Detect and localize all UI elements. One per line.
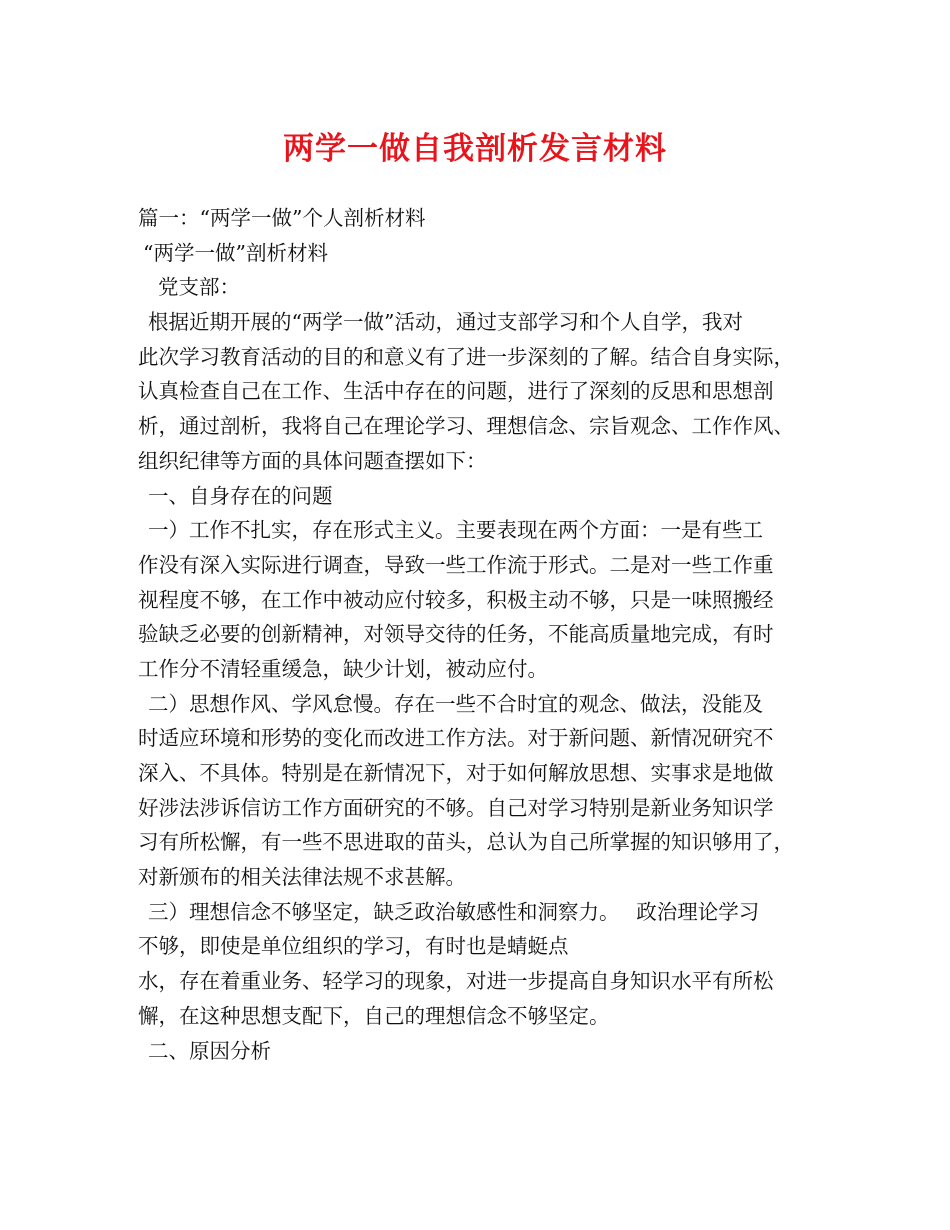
- text-line: 作没有深入实际进行调查，导致一些工作流于形式。二是对一些工作重: [138, 552, 774, 577]
- text-line: 一）工作不扎实，存在形式主义。主要表现在两个方面：一是有些工: [148, 518, 763, 543]
- text-line: 组织纪律等方面的具体问题查摆如下：: [138, 448, 487, 473]
- text-line: 认真检查自己在工作、生活中存在的问题，进行了深刻的反思和思想剖: [138, 379, 774, 404]
- text-line: “两学一做”剖析材料: [143, 240, 328, 265]
- section-heading: 一、自身存在的问题: [148, 483, 333, 508]
- text-line: 深入、不具体。特别是在新情况下，对于如何解放思想、实事求是地做: [138, 761, 774, 785]
- document-body: [138, 201, 838, 1068]
- text-line: 党支部：: [158, 275, 240, 300]
- text-line: 验缺乏必要的创新精神，对领导交待的任务，不能高质量地完成，有时: [138, 622, 774, 647]
- text-line: 时适应环境和形势的变化而改进工作方法。对于新问题、新情况研究不: [138, 726, 774, 751]
- text-line: 篇一：“两学一做”个人剖析材料: [138, 206, 426, 230]
- text-line: 习有所松懈，有一些不思进取的苗头，总认为自己所掌握的知识够用了，: [138, 830, 794, 855]
- text-line: 工作分不清轻重缓急，缺少计划，被动应付。: [138, 656, 548, 681]
- text-line: 懈，在这种思想支配下，自己的理想信念不够坚定。: [138, 1003, 610, 1028]
- text-line: 三）理想信念不够坚定，缺乏政治敏感性和洞察力。 政治理论学习: [148, 899, 760, 924]
- section-heading: 二、原因分析: [148, 1038, 271, 1063]
- text-line: 根据近期开展的“两学一做”活动，通过支部学习和个人自学，我对: [148, 310, 743, 335]
- text-line: 视程度不够，在工作中被动应付较多，积极主动不够，只是一味照搬经: [138, 587, 774, 612]
- text-line: 此次学习教育活动的目的和意义有了进一步深刻的了解。结合自身实际，: [138, 344, 794, 369]
- text-line: 水，存在着重业务、轻学习的现象，对进一步提高自身知识水平有所松: [138, 969, 774, 994]
- text-line: 不够，即使是单位组织的学习，有时也是蜻蜓点: [138, 934, 569, 959]
- text-line: 好涉法涉诉信访工作方面研究的不够。自己对学习特别是新业务知识学: [138, 795, 774, 820]
- text-line: 二）思想作风、学风怠慢。存在一些不合时宜的观念、做法，没能及: [148, 691, 763, 716]
- document-title: 两学一做自我剖析发言材料: [283, 131, 667, 167]
- text-line: 对新颁布的相关法律法规不求甚解。: [138, 865, 466, 890]
- text-line: 析，通过剖析，我将自己在理论学习、理想信念、宗旨观念、工作作风、: [138, 414, 794, 439]
